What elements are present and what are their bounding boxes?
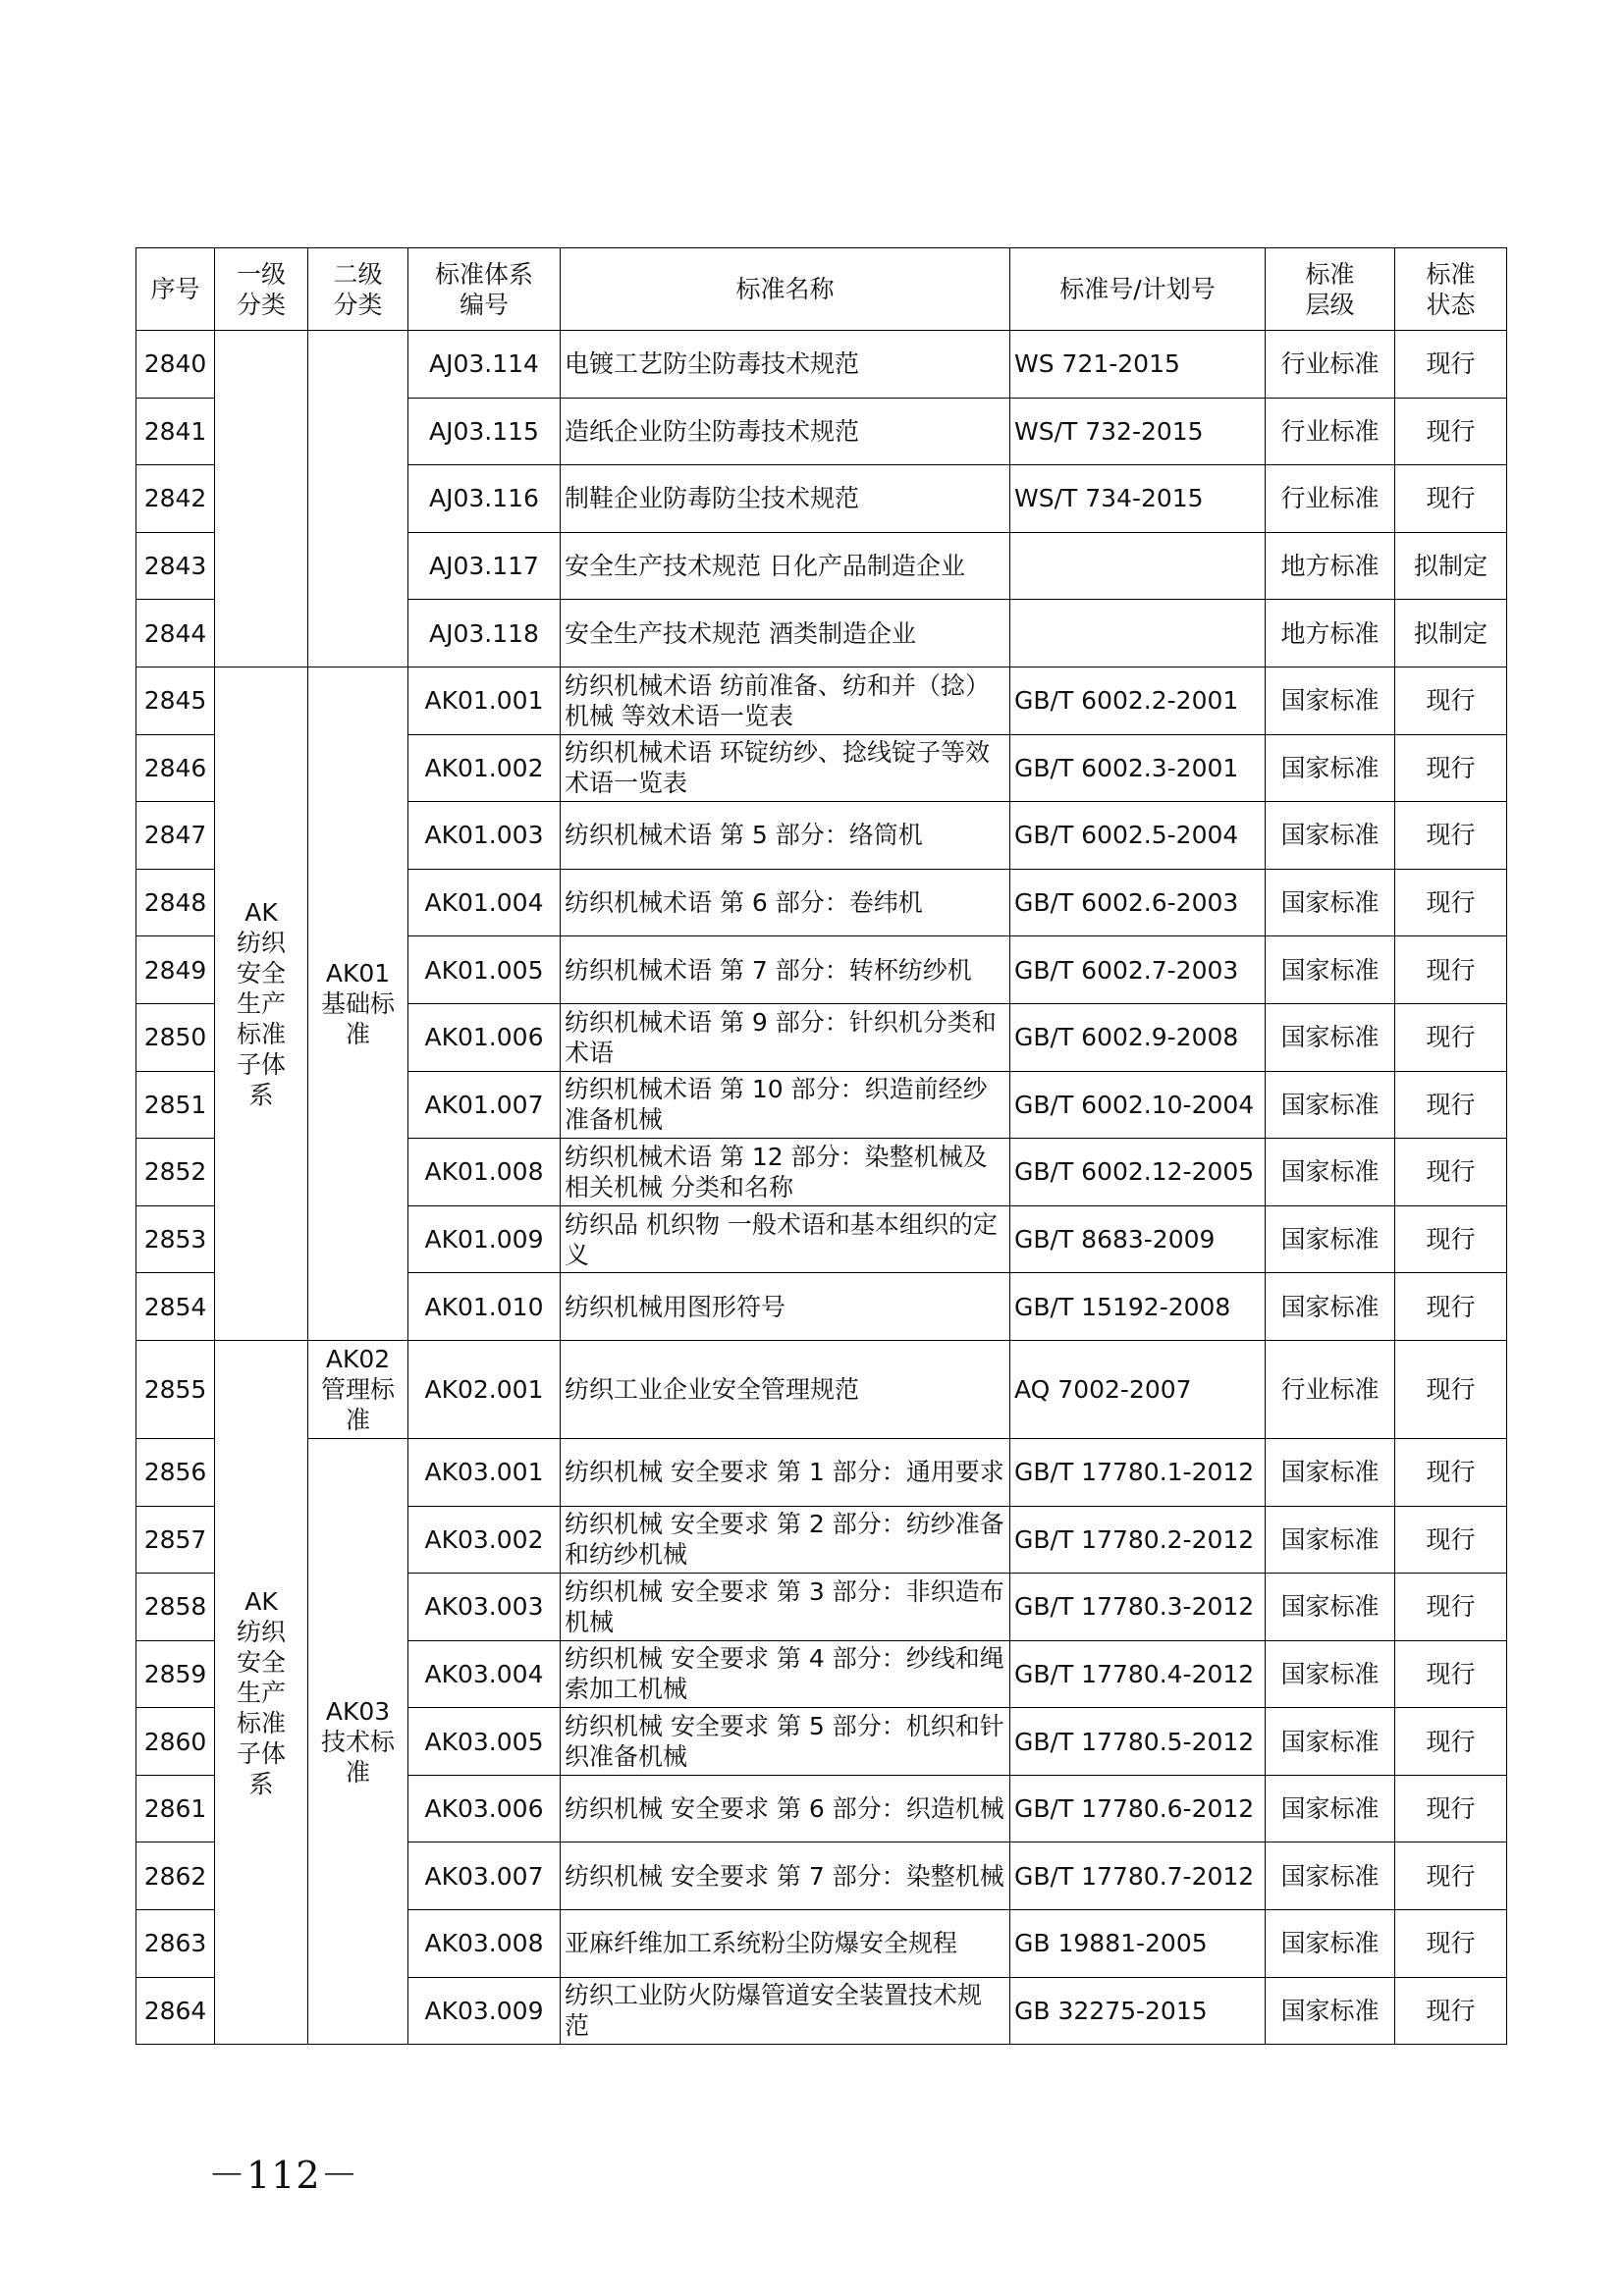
row-system-code: AK01.002	[408, 734, 561, 802]
row-standard-number: GB 19881-2005	[1010, 1910, 1266, 1978]
row-standard-status: 现行	[1395, 802, 1507, 870]
row-standard-number: GB/T 6002.3-2001	[1010, 734, 1266, 802]
standards-table	[135, 247, 1507, 2045]
row-system-code: AK03.003	[408, 1574, 561, 1641]
row-standard-tier: 国家标准	[1266, 1139, 1395, 1206]
level2-category: AK01 基础标准	[308, 667, 408, 1340]
row-standard-number: GB/T 6002.2-2001	[1010, 667, 1266, 734]
row-standard-name: 纺织工业企业安全管理规范	[561, 1340, 1010, 1438]
row-system-code: AJ03.114	[408, 331, 561, 399]
row-standard-name: 纺织机械术语 第 10 部分：织造前经纱准备机械	[561, 1071, 1010, 1139]
page-number: －112－	[208, 2154, 359, 2197]
row-system-code: AK03.001	[408, 1438, 561, 1506]
row-standard-name: 纺织机械 安全要求 第 4 部分：纱线和绳索加工机械	[561, 1640, 1010, 1708]
row-standard-status: 现行	[1395, 1640, 1507, 1708]
row-seq: 2855	[136, 1340, 215, 1438]
row-standard-tier: 国家标准	[1266, 667, 1395, 734]
row-standard-number: GB/T 6002.7-2003	[1010, 936, 1266, 1004]
row-system-code: AJ03.117	[408, 532, 561, 600]
row-standard-name: 纺织机械 安全要求 第 2 部分：纺纱准备和纺纱机械	[561, 1506, 1010, 1574]
table-row	[136, 667, 1507, 734]
header-standard-number: 标准号/计划号	[1010, 248, 1266, 331]
row-seq: 2849	[136, 936, 215, 1004]
row-seq: 2847	[136, 802, 215, 870]
row-standard-number: AQ 7002-2007	[1010, 1340, 1266, 1438]
level1-category	[215, 331, 308, 667]
row-standard-number: WS/T 734-2015	[1010, 465, 1266, 533]
row-standard-status: 现行	[1395, 331, 1507, 399]
row-seq: 2850	[136, 1003, 215, 1071]
level2-category	[308, 331, 408, 667]
row-standard-number: GB/T 6002.5-2004	[1010, 802, 1266, 870]
row-standard-status: 现行	[1395, 1775, 1507, 1842]
row-standard-tier: 国家标准	[1266, 734, 1395, 802]
row-standard-name: 纺织机械用图形符号	[561, 1273, 1010, 1341]
row-seq: 2842	[136, 465, 215, 533]
row-standard-tier: 地方标准	[1266, 600, 1395, 667]
row-system-code: AK02.001	[408, 1340, 561, 1438]
table-row	[136, 1438, 1507, 1506]
row-standard-number	[1010, 532, 1266, 600]
row-seq: 2858	[136, 1574, 215, 1641]
row-standard-tier: 国家标准	[1266, 1438, 1395, 1506]
row-seq: 2857	[136, 1506, 215, 1574]
row-standard-status: 现行	[1395, 1506, 1507, 1574]
row-standard-status: 现行	[1395, 1071, 1507, 1139]
row-system-code: AK03.006	[408, 1775, 561, 1842]
row-system-code: AK03.005	[408, 1708, 561, 1776]
row-standard-name: 纺织机械 安全要求 第 5 部分：机织和针织准备机械	[561, 1708, 1010, 1776]
row-seq: 2841	[136, 398, 215, 465]
row-standard-tier: 国家标准	[1266, 1708, 1395, 1776]
header-standard-tier: 标准 层级	[1266, 248, 1395, 331]
row-standard-number: GB/T 17780.7-2012	[1010, 1842, 1266, 1910]
level2-category: AK02 管理标准	[308, 1340, 408, 1438]
row-standard-status: 现行	[1395, 1708, 1507, 1776]
row-standard-status: 现行	[1395, 1205, 1507, 1273]
row-standard-status: 现行	[1395, 1977, 1507, 2045]
row-system-code: AK01.004	[408, 869, 561, 936]
row-standard-status: 现行	[1395, 869, 1507, 936]
row-standard-tier: 国家标准	[1266, 1910, 1395, 1978]
row-standard-tier: 国家标准	[1266, 869, 1395, 936]
header-system-code: 标准体系 编号	[408, 248, 561, 331]
header-standard-status: 标准 状态	[1395, 248, 1507, 331]
row-standard-tier: 国家标准	[1266, 1205, 1395, 1273]
row-standard-tier: 国家标准	[1266, 1842, 1395, 1910]
row-standard-name: 纺织机械术语 第 5 部分：络筒机	[561, 802, 1010, 870]
row-standard-status: 拟制定	[1395, 532, 1507, 600]
row-seq: 2851	[136, 1071, 215, 1139]
row-standard-status: 现行	[1395, 936, 1507, 1004]
row-standard-tier: 国家标准	[1266, 1071, 1395, 1139]
row-seq: 2856	[136, 1438, 215, 1506]
row-system-code: AK01.007	[408, 1071, 561, 1139]
row-seq: 2859	[136, 1640, 215, 1708]
row-standard-tier: 行业标准	[1266, 1340, 1395, 1438]
row-seq: 2854	[136, 1273, 215, 1341]
row-system-code: AK03.004	[408, 1640, 561, 1708]
row-standard-name: 纺织机械术语 第 9 部分：针织机分类和术语	[561, 1003, 1010, 1071]
row-standard-name: 造纸企业防尘防毒技术规范	[561, 398, 1010, 465]
header-level2: 二级 分类	[308, 248, 408, 331]
row-standard-tier: 行业标准	[1266, 398, 1395, 465]
row-standard-status: 现行	[1395, 1438, 1507, 1506]
row-system-code: AK01.005	[408, 936, 561, 1004]
row-standard-status: 现行	[1395, 1842, 1507, 1910]
row-seq: 2864	[136, 1977, 215, 2045]
row-seq: 2863	[136, 1910, 215, 1978]
row-standard-number: GB/T 17780.1-2012	[1010, 1438, 1266, 1506]
row-standard-number: GB/T 6002.10-2004	[1010, 1071, 1266, 1139]
row-standard-number: WS/T 732-2015	[1010, 398, 1266, 465]
row-standard-tier: 国家标准	[1266, 802, 1395, 870]
row-standard-status: 现行	[1395, 1003, 1507, 1071]
row-standard-tier: 国家标准	[1266, 1574, 1395, 1641]
row-standard-status: 现行	[1395, 1574, 1507, 1641]
row-standard-name: 纺织机械 安全要求 第 6 部分：织造机械	[561, 1775, 1010, 1842]
row-system-code: AJ03.118	[408, 600, 561, 667]
row-system-code: AK03.002	[408, 1506, 561, 1574]
row-standard-number	[1010, 600, 1266, 667]
row-standard-name: 纺织机械 安全要求 第 1 部分：通用要求	[561, 1438, 1010, 1506]
header-level1: 一级 分类	[215, 248, 308, 331]
row-seq: 2853	[136, 1205, 215, 1273]
row-standard-number: WS 721-2015	[1010, 331, 1266, 399]
row-standard-tier: 国家标准	[1266, 1775, 1395, 1842]
row-standard-name: 纺织机械 安全要求 第 3 部分：非织造布机械	[561, 1574, 1010, 1641]
row-standard-status: 现行	[1395, 1340, 1507, 1438]
row-standard-name: 亚麻纤维加工系统粉尘防爆安全规程	[561, 1910, 1010, 1978]
header-seq: 序号	[136, 248, 215, 331]
row-standard-number: GB/T 6002.6-2003	[1010, 869, 1266, 936]
row-standard-number: GB/T 17780.6-2012	[1010, 1775, 1266, 1842]
row-standard-number: GB/T 17780.4-2012	[1010, 1640, 1266, 1708]
row-seq: 2852	[136, 1139, 215, 1206]
row-seq: 2861	[136, 1775, 215, 1842]
row-seq: 2862	[136, 1842, 215, 1910]
row-seq: 2843	[136, 532, 215, 600]
row-seq: 2844	[136, 600, 215, 667]
row-standard-number: GB/T 15192-2008	[1010, 1273, 1266, 1341]
row-standard-tier: 国家标准	[1266, 1506, 1395, 1574]
row-system-code: AJ03.116	[408, 465, 561, 533]
row-standard-name: 纺织机械术语 纺前准备、纺和并（捻）机械 等效术语一览表	[561, 667, 1010, 734]
row-standard-status: 现行	[1395, 465, 1507, 533]
row-standard-status: 现行	[1395, 1273, 1507, 1341]
row-standard-tier: 国家标准	[1266, 1003, 1395, 1071]
row-seq: 2860	[136, 1708, 215, 1776]
row-system-code: AK03.007	[408, 1842, 561, 1910]
row-standard-status: 拟制定	[1395, 600, 1507, 667]
row-system-code: AK01.003	[408, 802, 561, 870]
row-standard-tier: 行业标准	[1266, 331, 1395, 399]
row-standard-name: 纺织机械术语 第 6 部分：卷纬机	[561, 869, 1010, 936]
row-seq: 2848	[136, 869, 215, 936]
row-standard-name: 纺织机械 安全要求 第 7 部分：染整机械	[561, 1842, 1010, 1910]
row-standard-status: 现行	[1395, 398, 1507, 465]
row-standard-name: 安全生产技术规范 日化产品制造企业	[561, 532, 1010, 600]
table-row	[136, 1340, 1507, 1438]
level2-category: AK03 技术标准	[308, 1438, 408, 2044]
row-standard-status: 现行	[1395, 734, 1507, 802]
row-system-code: AK01.006	[408, 1003, 561, 1071]
row-system-code: AK01.010	[408, 1273, 561, 1341]
row-seq: 2840	[136, 331, 215, 399]
row-system-code: AK03.009	[408, 1977, 561, 2045]
row-standard-number: GB/T 17780.2-2012	[1010, 1506, 1266, 1574]
row-standard-status: 现行	[1395, 1910, 1507, 1978]
level1-category: AK 纺织安全生产标准子体系	[215, 1340, 308, 2044]
level1-category: AK 纺织安全生产标准子体系	[215, 667, 308, 1340]
row-standard-number: GB/T 6002.9-2008	[1010, 1003, 1266, 1071]
row-standard-name: 纺织品 机织物 一般术语和基本组织的定义	[561, 1205, 1010, 1273]
row-seq: 2846	[136, 734, 215, 802]
row-system-code: AK01.009	[408, 1205, 561, 1273]
row-standard-tier: 行业标准	[1266, 465, 1395, 533]
table-header-row	[136, 248, 1507, 331]
row-standard-tier: 地方标准	[1266, 532, 1395, 600]
row-standard-name: 纺织机械术语 环锭纺纱、捻线锭子等效术语一览表	[561, 734, 1010, 802]
row-standard-number: GB/T 17780.3-2012	[1010, 1574, 1266, 1641]
row-standard-number: GB/T 8683-2009	[1010, 1205, 1266, 1273]
row-standard-status: 现行	[1395, 1139, 1507, 1206]
row-standard-name: 纺织机械术语 第 12 部分：染整机械及相关机械 分类和名称	[561, 1139, 1010, 1206]
row-standard-name: 制鞋企业防毒防尘技术规范	[561, 465, 1010, 533]
row-standard-status: 现行	[1395, 667, 1507, 734]
row-seq: 2845	[136, 667, 215, 734]
row-standard-name: 安全生产技术规范 酒类制造企业	[561, 600, 1010, 667]
row-system-code: AK01.001	[408, 667, 561, 734]
row-standard-tier: 国家标准	[1266, 1977, 1395, 2045]
row-standard-tier: 国家标准	[1266, 936, 1395, 1004]
row-standard-tier: 国家标准	[1266, 1640, 1395, 1708]
row-system-code: AJ03.115	[408, 398, 561, 465]
row-standard-name: 电镀工艺防尘防毒技术规范	[561, 331, 1010, 399]
row-standard-number: GB/T 6002.12-2005	[1010, 1139, 1266, 1206]
row-standard-number: GB/T 17780.5-2012	[1010, 1708, 1266, 1776]
row-system-code: AK01.008	[408, 1139, 561, 1206]
row-system-code: AK03.008	[408, 1910, 561, 1978]
row-standard-name: 纺织机械术语 第 7 部分：转杯纺纱机	[561, 936, 1010, 1004]
row-standard-number: GB 32275-2015	[1010, 1977, 1266, 2045]
table-row	[136, 331, 1507, 399]
row-standard-tier: 国家标准	[1266, 1273, 1395, 1341]
header-standard-name: 标准名称	[561, 248, 1010, 331]
row-standard-name: 纺织工业防火防爆管道安全装置技术规范	[561, 1977, 1010, 2045]
